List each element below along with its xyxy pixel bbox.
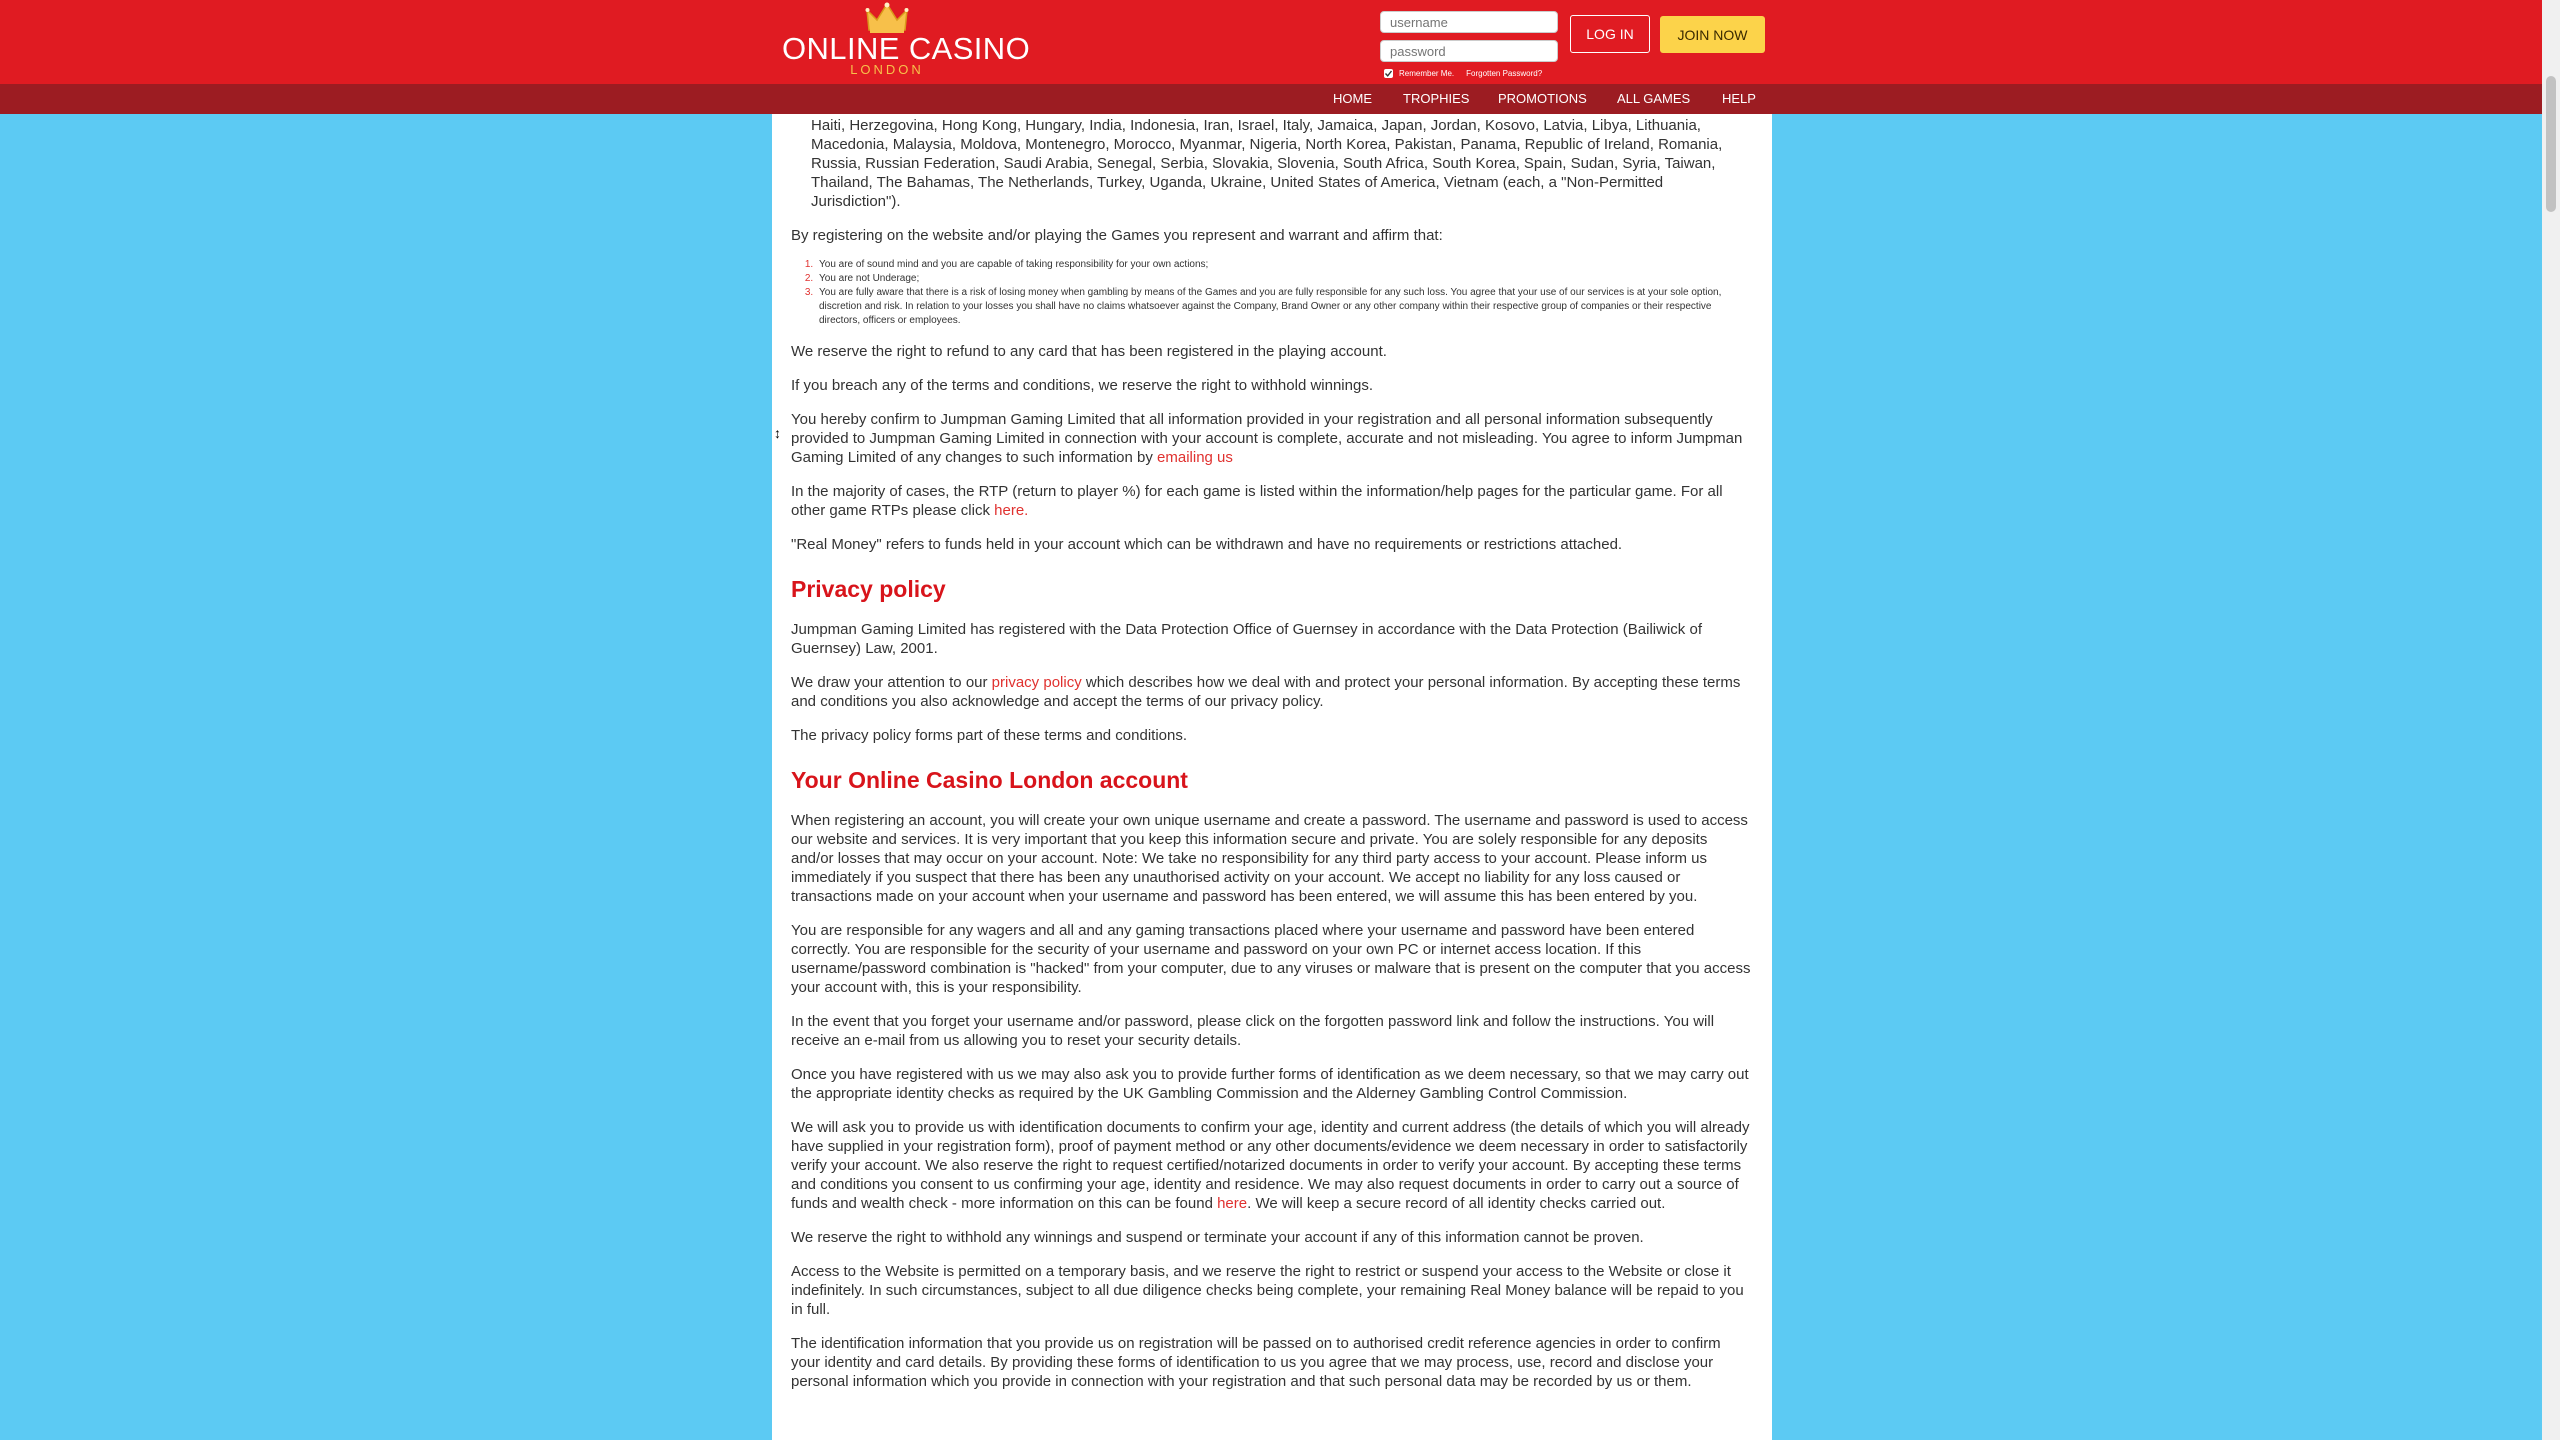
join-now-button[interactable]: JOIN NOW [1660, 16, 1765, 53]
resize-cursor-icon: ↕ [774, 425, 781, 441]
site-logo[interactable] [780, 0, 1031, 82]
refund-paragraph: We reserve the right to refund to any card that has been registered in the playing account. [791, 343, 1387, 360]
privacy-text-before: We draw your attention to our [791, 674, 992, 691]
privacy-paragraph-1: Jumpman Gaming Limited has registered with the Data Protection Office of Guernsey in accordance with the Data Protection (Bailiwick of Guernsey) Law, 2001. [791, 621, 1702, 657]
account-paragraph-2: You are responsible for any wagers and all and any gaming transactions placed where your username and password have been entered correctly. You are responsible for the security of your username and password on your own PC or internet access location. If this username/password combination is "hacked" from your computer, due to any viruses or malware that is present on the computer that you access your account with, this is your responsibility. [791, 922, 1751, 996]
rtp-here-link[interactable]: here. [994, 502, 1029, 519]
countries-paragraph: Haiti, Herzegovina, Hong Kong, Hungary, India, Indonesia, Iran, Israel, Italy, Jamaica, Japan, Jordan, Kosovo, Latvia, Libya, Lithuania, Macedonia, Malaysia, Moldova, Montenegro, Morocco, Myanmar, Nigeria, North Korea, Pakistan, Panama, Republic of Ireland, Romania, Russia, Russian Federation, Saudi Arabia, Senegal, Serbia, Slovakia, Slovenia, South Africa, South Korea, Spain, Sudan, Syria, Taiwan, Thailand, The Bahamas, The Netherlands, Turkey, Uganda, Ukraine, United States of America, Vietnam (each, a "Non-Permitted Jurisdiction"). [811, 117, 1723, 210]
list-item: 2. You are not Underage; [816, 272, 1753, 286]
account-paragraph-1: When registering an account, you will create your own unique username and create a password. The username and password is used to access our website and services. It is very important that you keep this information secure and private. You are solely responsible for any deposits and/or losses that may occur on your account. Note: We take no responsibility for any third party access to your account. Please inform us immediately if you suspect that there has been any unauthorised activity on your account. We accept no liability for any loss caused or transactions made on your account when your username and password has been entered, we will assume this has been entered by you. [791, 812, 1748, 905]
privacy-text-after: which describes how we deal with and protect your personal information. By accepting these terms and conditions you also acknowledge and accept the terms of our privacy policy. [791, 674, 1741, 710]
nav-item-help[interactable]: HELP [1722, 91, 1756, 106]
list-item: 1. You are of sound mind and you are capable of taking responsibility for your own actions; [816, 258, 1753, 272]
login-button[interactable]: LOG IN [1570, 15, 1650, 53]
nav-item-all-games[interactable]: ALL GAMES [1617, 91, 1691, 106]
nav-item-home[interactable]: HOME [1333, 91, 1372, 106]
password-input[interactable] [1380, 40, 1558, 62]
account-paragraph-5 [791, 1118, 1753, 1213]
real-money-paragraph: "Real Money" refers to funds held in your account which can be withdrawn and have no requirements or restrictions attached. [791, 536, 1623, 553]
nav-item-promotions[interactable]: PROMOTIONS [1498, 91, 1587, 106]
warrant-intro: By registering on the website and/or playing the Games you represent and warrant and affirm that: [791, 227, 1443, 244]
terms-content [772, 114, 1772, 1440]
check-icon [1384, 69, 1393, 78]
confirm-text: You hereby confirm to Jumpman Gaming Limited that all information provided in your registration and all personal information subsequently provided to Jumpman Gaming Limited in connection with your account is complete, accurate and not misleading. You agree to inform Jumpman Gaming Limited of any changes to such information by [791, 411, 1743, 466]
account-paragraph-6: We reserve the right to withhold any winnings and suspend or terminate your account if any of this information cannot be proven. [791, 1229, 1644, 1246]
privacy-paragraph-2 [791, 673, 1753, 711]
account-paragraph-7: Access to the Website is permitted on a temporary basis, and we reserve the right to restrict or suspend your access to the Website or close it indefinitely. In such circumstances, subject to all due diligence checks being complete, your remaining Real Money balance will be repaid to you in full. [791, 1263, 1744, 1318]
logo-sub-text: LONDON [850, 62, 924, 77]
account-paragraph-3: In the event that you forget your username and/or password, please click on the forgotten password link and follow the instructions. You will receive an e-mail from us allowing you to reset your security details. [791, 1013, 1715, 1049]
account-heading: Your Online Casino London account [791, 767, 1188, 793]
emailing-us-link[interactable]: emailing us [1157, 449, 1233, 466]
warrant-list [791, 258, 1753, 328]
privacy-policy-link[interactable]: privacy policy [991, 674, 1082, 691]
rtp-paragraph [791, 482, 1753, 520]
forgotten-password-link[interactable]: Forgotten Password? [1466, 68, 1543, 78]
remember-row [1384, 67, 1542, 79]
main-nav [0, 84, 2542, 114]
list-item: 3. You are fully aware that there is a risk of losing money when gambling by means of the Games and you are fully responsible for any such loss. You agree that your use of our services is at your sole option, discretion and risk. In relation to your losses you shall have no claims whatsoever against the Company, Brand Owner or any other company within their respective group of companies or their respective directors, officers or employees. [816, 286, 1753, 328]
account-paragraph-4: Once you have registered with us we may also ask you to provide further forms of identification as we deem necessary, so that we may carry out the appropriate identity checks as required by the UK Gambling Commission and the Alderney Gambling Control Commission. [791, 1066, 1749, 1102]
account-p5-after: . We will keep a secure record of all identity checks carried out. [1247, 1195, 1666, 1212]
nav-item-trophies[interactable]: TROPHIES [1403, 91, 1470, 106]
username-input[interactable] [1380, 11, 1558, 33]
remember-me-label: Remember Me. [1399, 68, 1455, 78]
account-paragraph-8: The identification information that you provide us on registration will be passed on to authorised credit reference agencies in order to confirm your identity and card details. By providing these forms of identification to us you agree that we may process, use, record and disclose your personal information which you provide in connection with your registration and that such personal data may be recorded by us or them. [791, 1335, 1721, 1390]
privacy-policy-heading: Privacy policy [791, 576, 946, 602]
remember-me-checkbox[interactable] [1384, 69, 1393, 78]
rtp-text: In the majority of cases, the RTP (return to player %) for each game is listed within the information/help pages for the particular game. For all other game RTPs please click [791, 483, 1723, 519]
logo-brand-text: ONLINE CASINO [782, 31, 1031, 66]
confirm-paragraph [791, 410, 1753, 467]
crown-icon [865, 2, 909, 34]
source-of-funds-here-link[interactable]: here [1217, 1195, 1248, 1212]
scrollbar-thumb[interactable] [2546, 76, 2556, 212]
page-scrollbar[interactable] [2542, 0, 2560, 1440]
privacy-paragraph-3: The privacy policy forms part of these terms and conditions. [791, 727, 1188, 744]
breach-paragraph: If you breach any of the terms and conditions, we reserve the right to withhold winnings. [791, 377, 1373, 394]
site-header [0, 0, 2542, 84]
account-p5-before: We will ask you to provide us with identification documents to confirm your age, identity and current address (the details of which you will already have supplied in your registration form), proof of payment method or any other documents/evidence we deem necessary in order to satisfactorily verify your account. We also reserve the right to request certified/notarized documents in order to verify your account. By accepting these terms and conditions you consent to us confirming your age, identity and residence. We may also request documents in order to carry out a source of funds and wealth check - more information on this can be found [791, 1119, 1750, 1212]
